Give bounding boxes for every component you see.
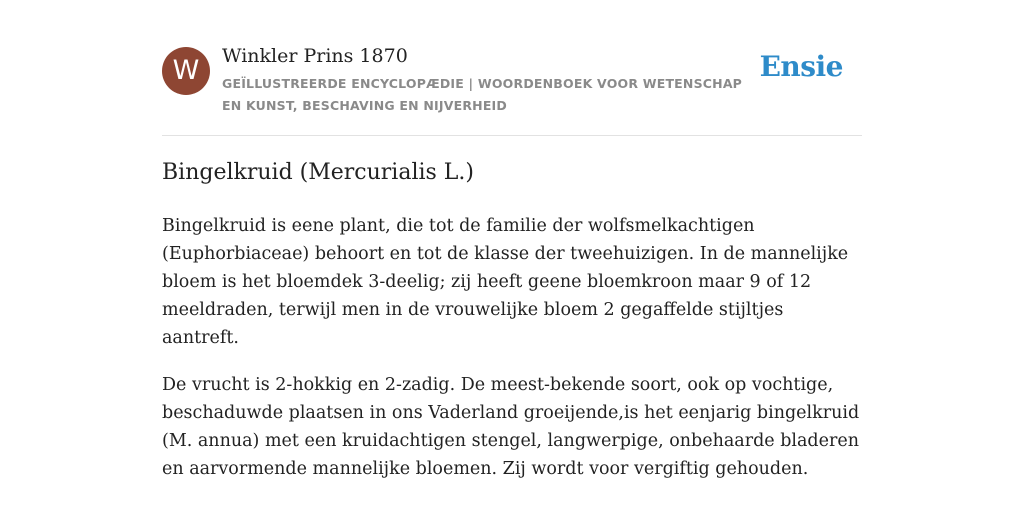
source-avatar[interactable]: W: [162, 47, 210, 95]
ensie-logo[interactable]: Ensie: [759, 50, 843, 83]
entry-paragraph: De vrucht is 2-hokkig en 2-zadig. De meest-bekende soort, ook op vochtige, beschaduwde plaatsen in ons Vaderland groeijende,is het eenjarig bingelkruid (M. annua) met een kruidachtigen stengel, langwerpige, onbehaarde bladeren en aarvormende mannelijke bloemen. Zij wordt voor vergiftig gehouden.: [162, 375, 860, 479]
entry-paragraph: Bingelkruid is eene plant, die tot de familie der wolfsmelkachtigen (Euphorbiaceae) behoort en tot de klasse der tweehuizigen. In de mannelijke bloem is het bloemdek 3-deelig; zij heeft geene bloemkroon maar 9 of 12 meeldraden, terwijl men in de vrouwelijke bloem 2 gegaffelde stijltjes aantreft.: [162, 216, 849, 348]
header-divider: [162, 135, 862, 136]
entry-title: Bingelkruid (Mercurialis L.): [162, 160, 474, 185]
source-header: [162, 44, 862, 116]
source-subtitle: GEÏLLUSTREERDE ENCYCLOPÆDIE | WOORDENBOEK VOOR WETENSCHAP EN KUNST, BESCHAVING EN NIJVERHEID: [222, 76, 743, 113]
entry-body: [162, 212, 862, 502]
source-title[interactable]: Winkler Prins 1870: [222, 45, 408, 67]
